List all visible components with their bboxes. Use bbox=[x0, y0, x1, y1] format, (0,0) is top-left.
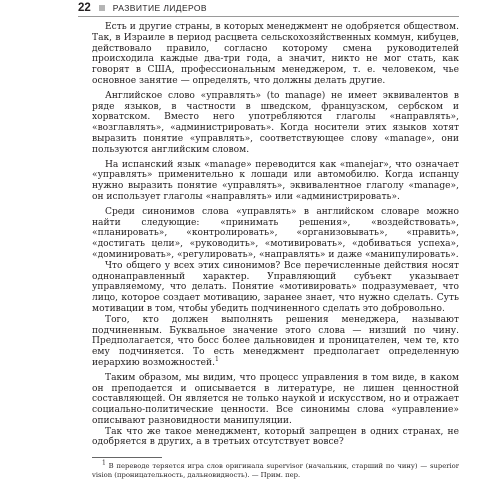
paragraph-5: Что общего у всех этих синонимов? Все перечисленные действия носят однонаправленный характер. Управляющий субъект указывает управляемому, что делать. Понятие «мотивировать» подразумевает, что лицо, которое создает мотивацию, заранее знает, что нужно сделать. Суть мотивации в том, чтобы убедить подчиненного сделать это добровольно. bbox=[92, 260, 459, 314]
paragraph-7: Таким образом, мы видим, что процесс управления в том виде, в каком он преподается и описывается в литературе, не лишен ценностной составляющей. Он является не только наукой и искусством, но и отражает социально-политические ценности. Все синонимы слова «управление» описывают разновидности манипуляции. bbox=[92, 372, 459, 426]
footnote-marker: 1 bbox=[214, 355, 219, 363]
footnote-rule bbox=[92, 457, 162, 458]
paragraph-6-text: Того, кто должен выполнять решения менеджера, называют подчиненным. Буквальное значение этого слова — низший по чину. Предполагается, что босс более дальновиден и проницателен, чем те, кто ему подчиняется. То есть менеджмент предполагает определенную иерархию возможностей. bbox=[92, 314, 459, 368]
header-rule bbox=[78, 16, 459, 17]
body-text bbox=[92, 22, 459, 448]
page-number: 22 bbox=[78, 2, 91, 14]
footnote bbox=[92, 459, 459, 480]
paragraph-6 bbox=[92, 315, 459, 369]
paragraph-8: Так что же такое менеджмент, который запрещен в одних странах, не одобряется в других, а в третьих отсутствует вовсе? bbox=[92, 426, 459, 448]
running-title: РАЗВИТИЕ ЛИДЕРОВ bbox=[112, 3, 207, 13]
paragraph-1: Есть и другие страны, в которых менеджмент не одобряется обществом. Так, в Израиле в период расцвета сельскохозяйственных коммун, кибуцев, действовало правило, согласно которому смена руководителей происходила каждые два-три года, а значит, никто не мог стать, как говорят в США, профессиональным менеджером, т. е. человеком, чье основное занятие — определять, что должны делать другие. bbox=[92, 22, 459, 86]
paragraph-4: Среди синонимов слова «управлять» в английском словаре можно найти следующие: «принимать решения», «воздействовать», «планировать», «контролировать», «организовывать», «править», «достигать цели», «руководить», «мотивировать», «добиваться успеха», «доминировать», «регулировать», «направлять» и даже «манипулировать». bbox=[92, 206, 459, 260]
footnote-number: 1 bbox=[102, 459, 106, 467]
running-header bbox=[78, 1, 207, 15]
footnote-text: В переводе теряется игра слов оригинала supervisor (начальник, старший по чину) — superior vision (проницательность, дальновидность). — Прим. пер. bbox=[92, 462, 459, 479]
paragraph-3: На испанский язык «manage» переводится как «manejar», что означает «управлять» применительно к лошади или автомобилю. Когда испанцу нужно выразить понятие «управлять», эквивалентное глаголу «manage», он использует глаголы «направлять» или «администрировать». bbox=[92, 159, 459, 202]
paragraph-2: Английское слово «управлять» (to manage) не имеет эквивалентов в ряде языков, в частности в шведском, французском, сербском и хорватском. Вместо него употребляются глаголы «направлять», «возглавлять», «администрировать». Когда носители этих языков хотят выразить понятие «управлять», соответствующее слову «manage», они пользуются английским словом. bbox=[92, 90, 459, 155]
header-square-icon bbox=[99, 5, 105, 11]
